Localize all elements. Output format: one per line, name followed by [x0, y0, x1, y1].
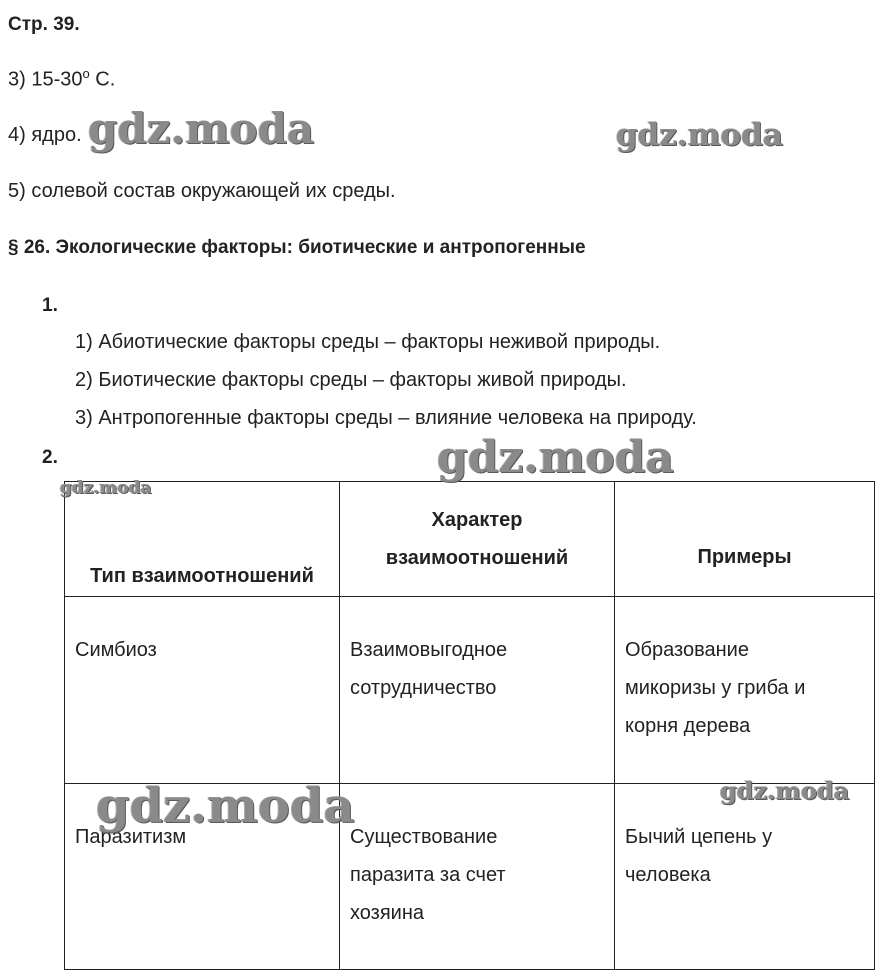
- watermark: gdz.moda: [60, 478, 152, 498]
- answer-5: 5) солевой состав окружающей их среды.: [8, 180, 396, 202]
- table-header-row: [65, 482, 875, 597]
- header-type: [65, 482, 340, 597]
- section-title: § 26. Экологические факторы: биотические и антропогенные: [8, 237, 586, 258]
- header-type-text: Тип взаимоотношений: [90, 565, 314, 587]
- cell-character-line: Существование: [350, 826, 498, 848]
- watermark: gdz.moda: [96, 778, 355, 834]
- answer-3-suffix: С.: [89, 68, 116, 91]
- header-character-line2: взаимоотношений: [385, 547, 569, 569]
- cell-type-text: Паразитизм: [75, 826, 187, 848]
- task-2-number: 2.: [42, 447, 58, 468]
- header-character: [340, 482, 615, 597]
- cell-character-line: сотрудничество: [350, 677, 497, 699]
- watermark: gdz.moda: [88, 104, 315, 153]
- header-examples: [615, 482, 875, 597]
- cell-character-line: Взаимовыгодное: [350, 639, 508, 661]
- cell-character-line: паразита за счет: [350, 864, 506, 886]
- cell-examples: [615, 597, 875, 784]
- cell-character: [340, 784, 615, 970]
- cell-examples-line: человека: [625, 864, 711, 886]
- task-1-item-1: 1) Абиотические факторы среды – факторы неживой природы.: [75, 331, 661, 353]
- watermark: gdz.moda: [720, 776, 850, 805]
- cell-examples-line: Бычий цепень у: [625, 826, 773, 848]
- degree-mark: o: [82, 66, 90, 81]
- watermark: gdz.moda: [437, 432, 675, 483]
- answer-4: 4) ядро.: [8, 124, 82, 146]
- task-1-item-3: 3) Антропогенные факторы среды – влияние человека на природу.: [75, 407, 697, 429]
- cell-type-text: Симбиоз: [75, 639, 157, 661]
- answer-3: [8, 66, 115, 92]
- watermark: gdz.moda: [616, 117, 783, 153]
- header-character-line1: Характер: [431, 509, 523, 531]
- header-examples-text: Примеры: [697, 546, 792, 568]
- cell-examples-line: корня дерева: [625, 715, 751, 737]
- cell-character-line: хозяина: [350, 902, 425, 924]
- cell-character: [340, 597, 615, 784]
- cell-type: [65, 597, 340, 784]
- answer-3-prefix: 3) 15-30: [8, 68, 83, 91]
- cell-examples-line: микоризы у гриба и: [625, 677, 806, 699]
- relationships-table: [64, 481, 875, 970]
- table-row: [65, 597, 875, 784]
- task-1-item-2: 2) Биотические факторы среды – факторы живой природы.: [75, 369, 627, 391]
- cell-examples: [615, 784, 875, 970]
- cell-examples-line: Образование: [625, 639, 749, 661]
- page-label: Стр. 39.: [8, 14, 80, 35]
- task-1-number: 1.: [42, 295, 58, 316]
